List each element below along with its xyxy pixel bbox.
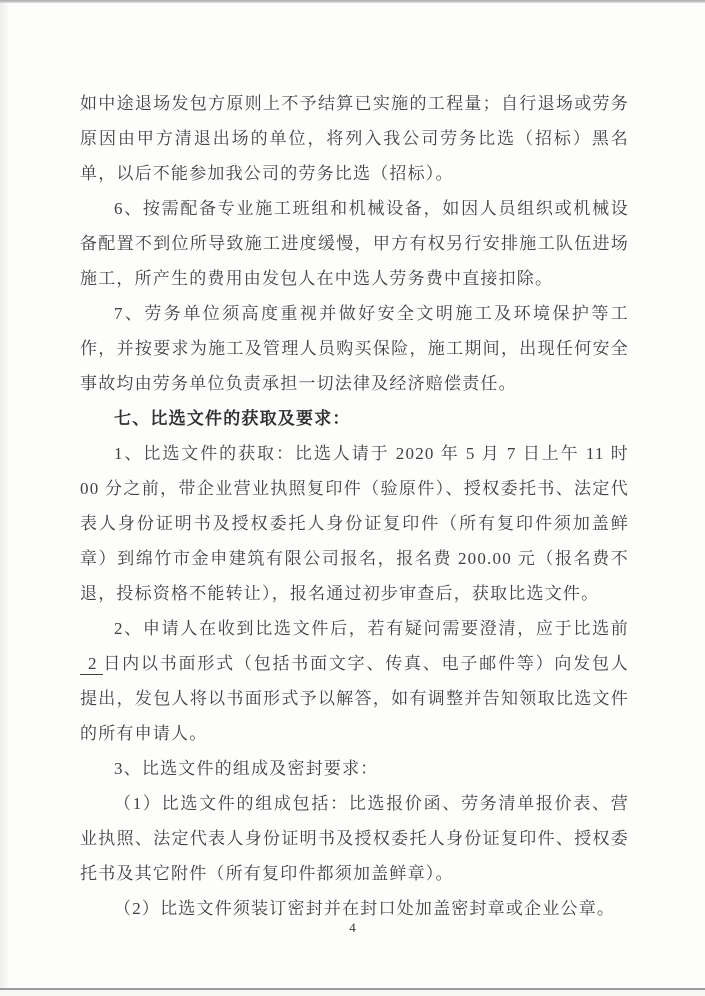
paragraph-s7-item-3-sub-1: （1）比选文件的组成包括：比选报价函、劳务清单报价表、营业执照、法定代表人身份证明书及授权委托人身份证复印件、授权委托书及其它附件（所有复印件都须加盖鲜章）。 <box>80 794 629 883</box>
paragraph-s7-item-3-sub-2: （2）比选文件须装订密封并在封口处加盖密封章或企业公章。 <box>114 899 616 918</box>
scan-edge-left <box>0 3 9 988</box>
s7-item-2-text-post: 日内以书面形式（包括书面文字、传真、电子邮件等）向发包人提出，发包人将以书面形式予以解答，如有调整并告知领取比选文件的所有申请人。 <box>80 654 629 743</box>
s7-item-1-text: 1、比选文件的获取：比选人请于 2020 年 5 月 7 日上午 11 时 00 分之前，带企业营业执照复印件（验原件）、授权委托书、法定代表人身份证明书及授权委托人身份证复印件（所有复印件须加盖鲜章）到绵竹市金申建筑有限公司报名，报名费 200.00 元（报名费不退，投标资格不能转让），报名通过初步审查后，获取比选文件。 <box>80 444 629 603</box>
filled-blank-days-value: 2 <box>80 654 103 675</box>
paragraph-item-7: 7、劳务单位须高度重视并做好安全文明施工及环境保护等工作，并按要求为施工及管理人员购买保险，施工期间，出现任何安全事故均由劳务单位负责承担一切法律及经济赔偿责任。 <box>80 304 629 393</box>
section-7-heading: 七、比选文件的获取及要求： <box>114 409 351 428</box>
s7-item-2-text-pre: 2、申请人在收到比选文件后，若有疑问需要澄清，应于比选前 <box>114 619 629 638</box>
paragraph-item-6: 6、按需配备专业施工班组和机械设备，如因人员组织或机械设备配置不到位所导致施工进度缓慢，甲方有权另行安排施工队伍进场施工，所产生的费用由发包人在中选人劳务费中直接扣除。 <box>80 199 629 288</box>
paragraph-continuation: 如中途退场发包方原则上不予结算已实施的工程量；自行退场或劳务原因由甲方清退出场的单位，将列入我公司劳务比选（招标）黑名单，以后不能参加我公司的劳务比选（招标）。 <box>80 94 629 183</box>
scan-edge-bottom-margin <box>0 990 705 996</box>
paragraph-s7-item-1 <box>80 436 629 611</box>
paragraph-s7-item-2 <box>80 611 629 751</box>
paragraph-s7-item-3-heading: 3、比选文件的组成及密封要求： <box>114 759 379 778</box>
page-number: 4 <box>349 920 356 935</box>
document-body <box>80 86 629 926</box>
scan-edge-top <box>0 0 705 3</box>
